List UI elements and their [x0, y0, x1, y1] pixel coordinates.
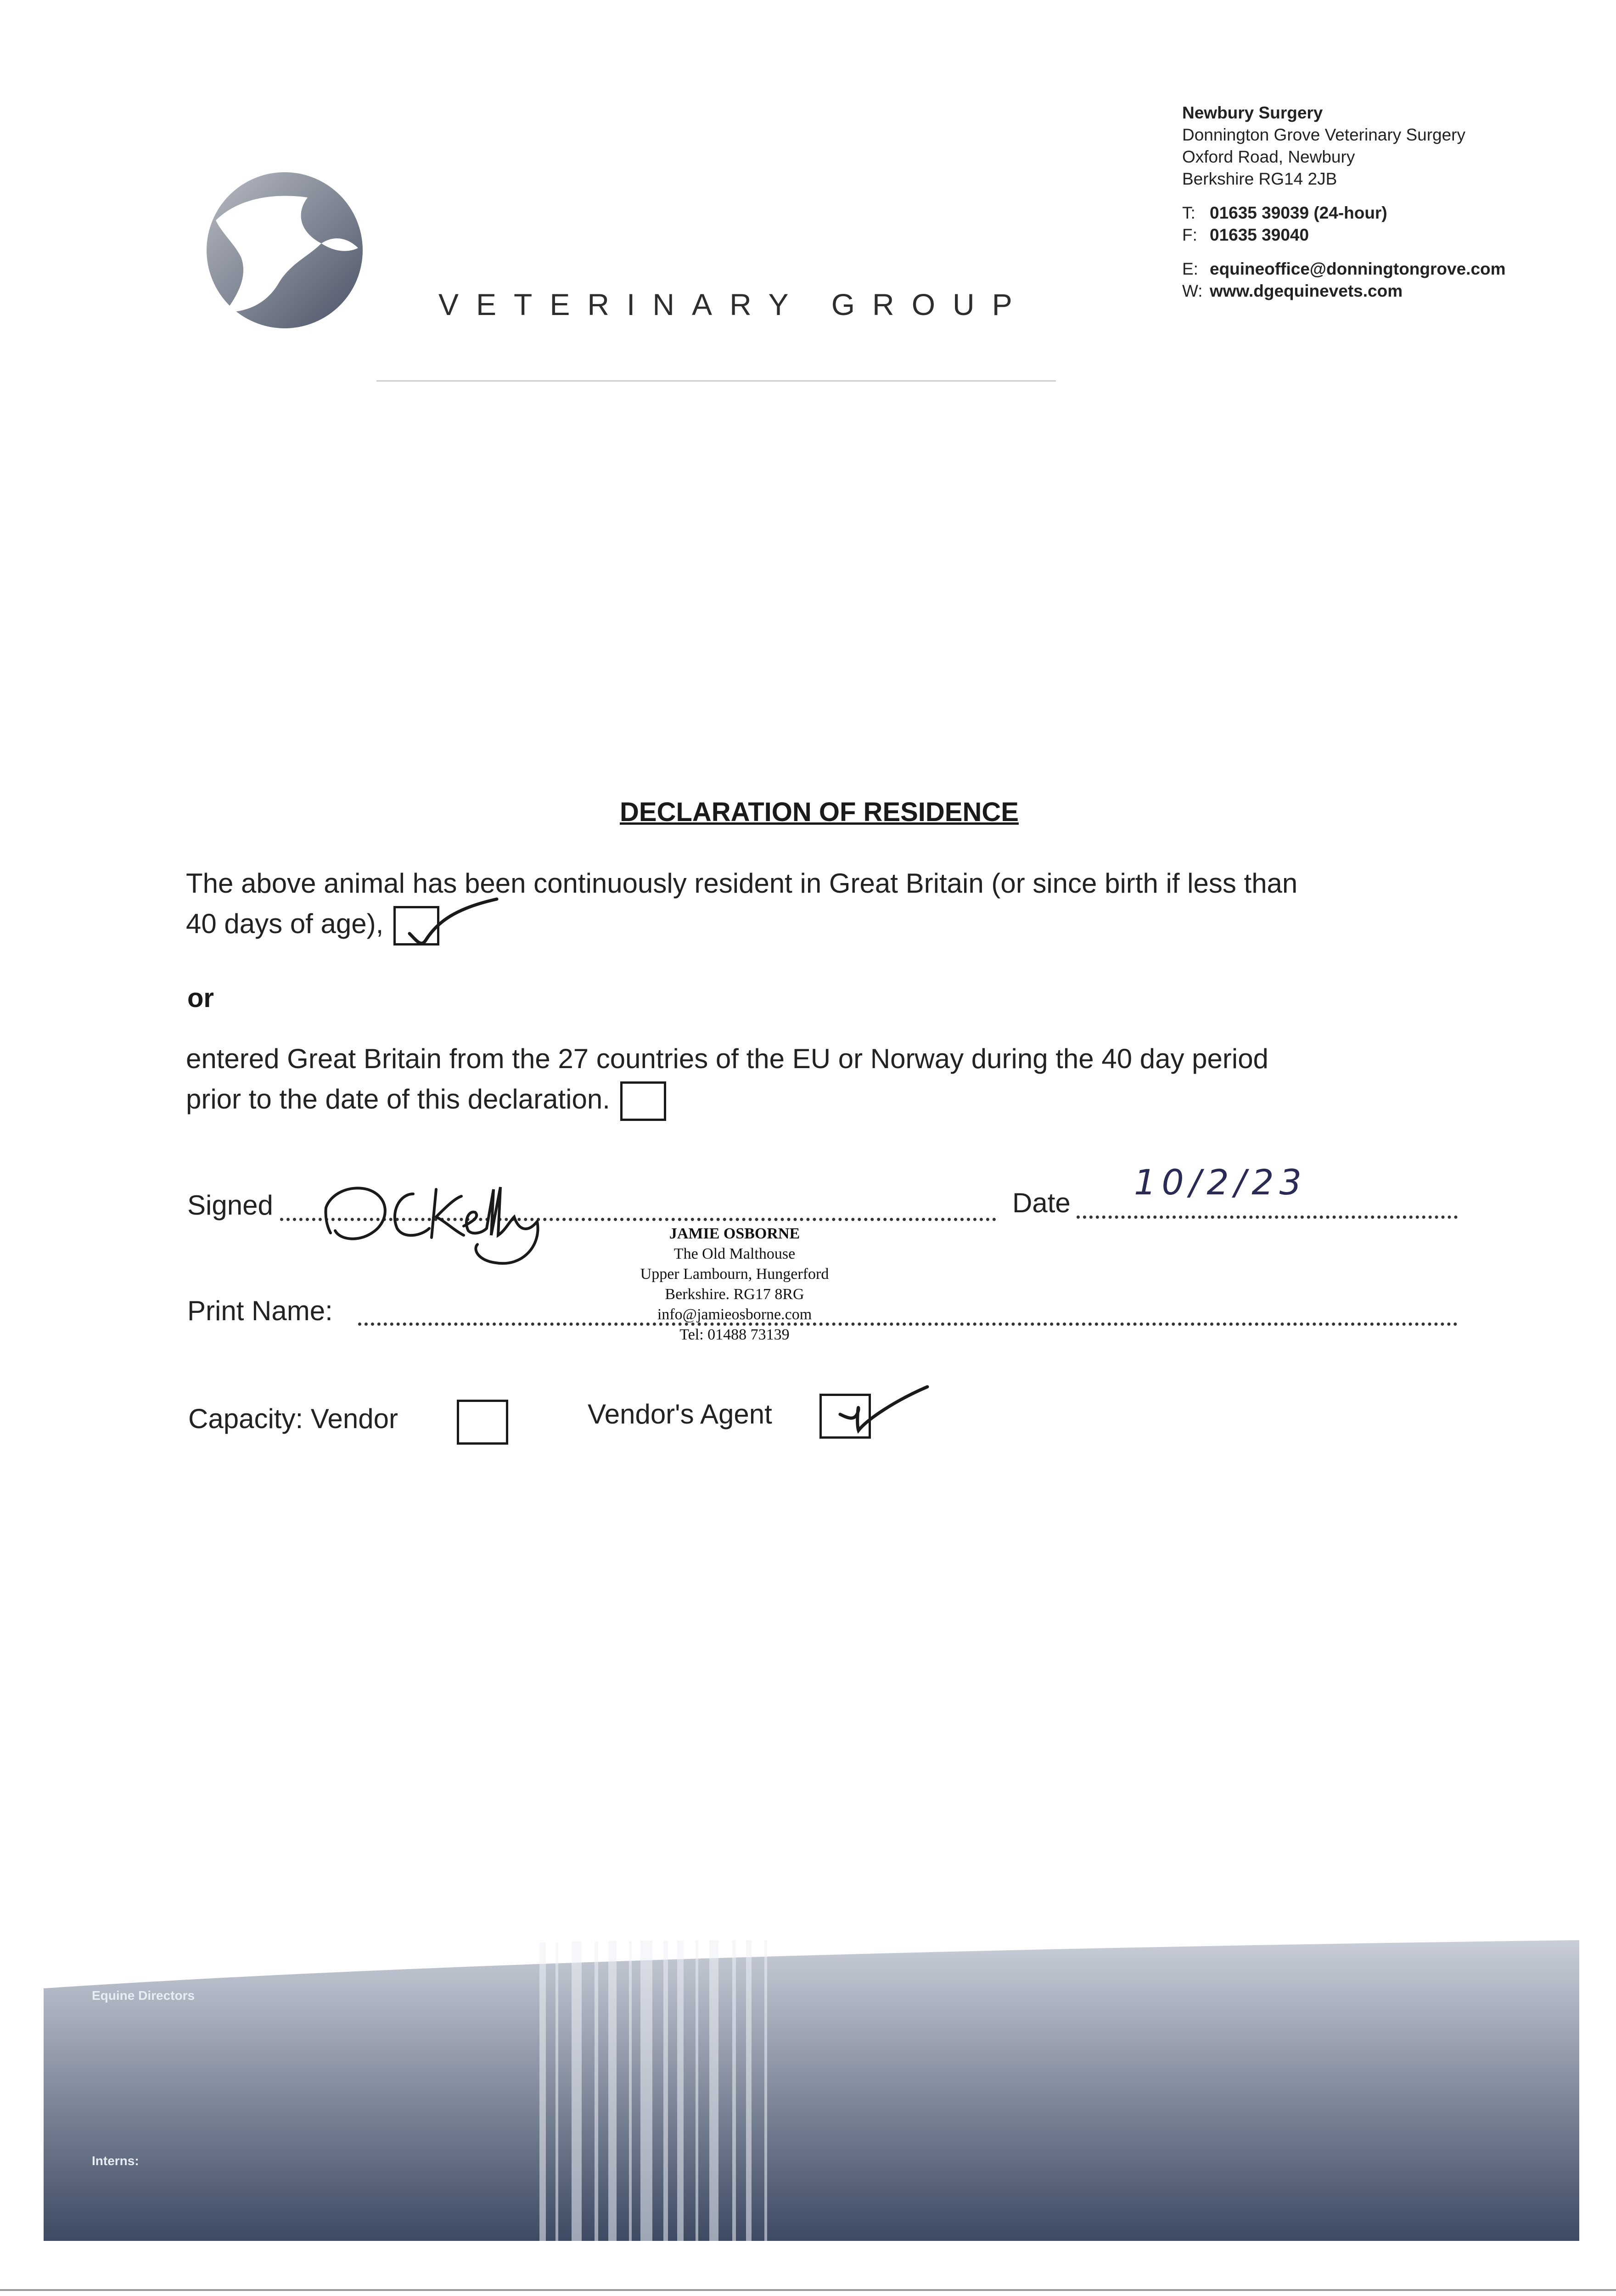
capacity-vendor-label: Capacity: Vendor	[188, 1403, 398, 1434]
or-label: or	[187, 983, 214, 1013]
option-entered-line-1: entered Great Britain from the 27 countries of the EU or Norway during the 40 day period	[186, 1043, 1268, 1074]
option-resident-line-2: 40 days of age),	[186, 908, 384, 939]
checkmark-icon	[831, 1373, 932, 1442]
footer-directors	[92, 1988, 195, 2003]
address-line-2: Oxford Road, Newbury	[1182, 147, 1355, 166]
fax-line: F: 01635 39040	[1182, 225, 1309, 244]
stamp-name: JAMIE OSBORNE	[669, 1225, 800, 1242]
vendors-agent-label: Vendor's Agent	[588, 1399, 772, 1429]
veterinary-group-logo	[197, 165, 372, 331]
option-entered-paragraph	[186, 1039, 1268, 1121]
website-line: W: www.dgequinevets.com	[1182, 281, 1403, 300]
entered-checkbox[interactable]	[620, 1081, 666, 1121]
handwritten-signature	[298, 1153, 583, 1272]
option-resident-paragraph	[186, 863, 1297, 945]
surgery-address-block	[1182, 102, 1506, 302]
website-link[interactable]: www.dgequinevets.com	[1210, 281, 1403, 300]
vendor-address-stamp	[615, 1224, 854, 1345]
stamp-line-1: The Old Malthouse	[673, 1245, 796, 1262]
stamp-line-5: Tel: 01488 73139	[679, 1326, 790, 1343]
email-link[interactable]: equineoffice@donningtongrove.com	[1210, 259, 1506, 278]
handwritten-date: 10/2/23	[1134, 1162, 1307, 1203]
email-line: E: equineoffice@donningtongrove.com	[1182, 259, 1506, 278]
resident-checkbox[interactable]	[393, 906, 439, 945]
footer-band	[44, 1929, 1579, 2241]
stamp-line-2: Upper Lambourn, Hungerford	[640, 1266, 829, 1283]
telephone-line: T: 01635 39039 (24-hour)	[1182, 203, 1387, 222]
stamp-line-3: Berkshire. RG17 8RG	[665, 1286, 804, 1303]
footer-interns-label: Interns:	[92, 2154, 139, 2168]
option-resident-line-1: The above animal has been continuously resident in Great Britain (or since birth if less than	[186, 868, 1298, 899]
date-label: Date	[1012, 1187, 1071, 1218]
page-bottom-rule	[0, 2289, 1616, 2291]
declaration-title: DECLARATION OF RESIDENCE	[620, 797, 1019, 827]
vendor-checkbox[interactable]	[457, 1400, 508, 1445]
signed-label: Signed	[187, 1190, 273, 1221]
vendors-agent-checkbox[interactable]	[819, 1394, 871, 1439]
stamp-line-4: info@jamieosborne.com	[657, 1306, 812, 1323]
address-line-3: Berkshire RG14 2JB	[1182, 169, 1337, 188]
address-line-1: Donnington Grove Veterinary Surgery	[1182, 125, 1466, 144]
print-name-line[interactable]	[358, 1295, 1458, 1326]
logo-wordmark: VETERINARY GROUP	[438, 287, 1030, 321]
header-divider	[376, 380, 1056, 382]
checkmark-icon	[400, 890, 506, 950]
print-name-label: Print Name:	[187, 1295, 333, 1326]
equine-directors-heading: Equine Directors	[92, 1988, 195, 2003]
surgery-name: Newbury Surgery	[1182, 103, 1323, 122]
option-entered-line-2: prior to the date of this declaration.	[186, 1084, 610, 1114]
